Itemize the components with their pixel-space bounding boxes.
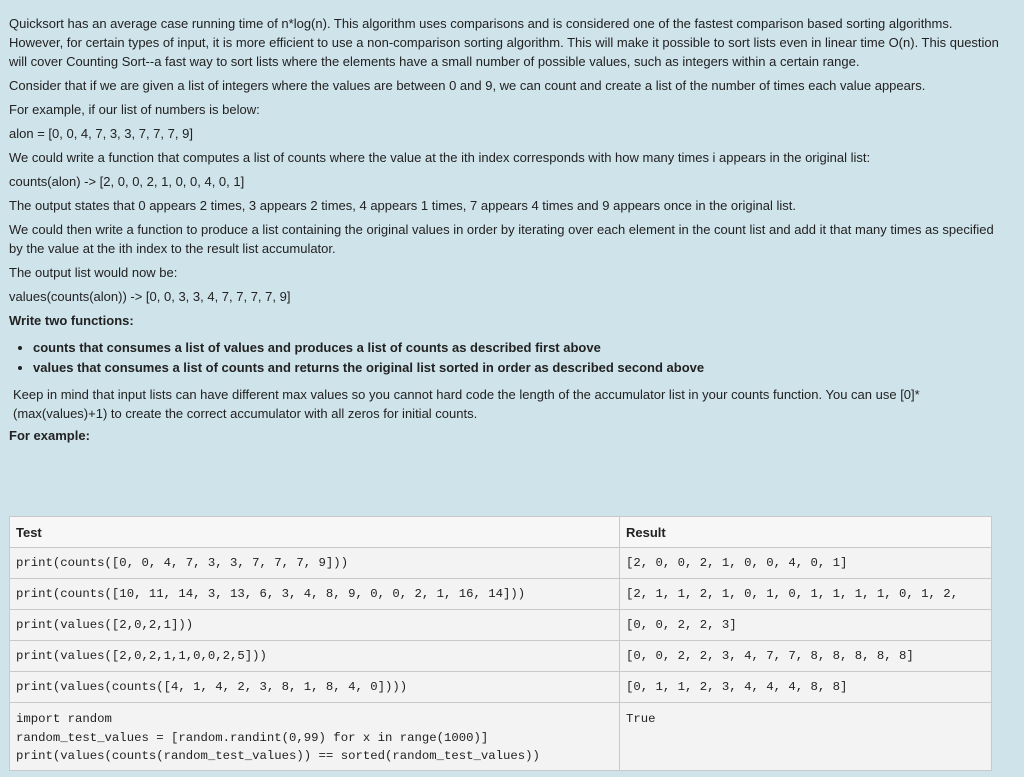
- result-cell: [0, 0, 2, 2, 3, 4, 7, 7, 8, 8, 8, 8, 8]: [620, 641, 992, 672]
- result-cell: [2, 1, 1, 2, 1, 0, 1, 0, 1, 1, 1, 1, 0, 1, 2,: [620, 579, 992, 610]
- result-cell: [2, 0, 0, 2, 1, 0, 0, 4, 0, 1]: [620, 548, 992, 579]
- table-row: [10, 579, 992, 610]
- test-cell: print(counts([10, 11, 14, 3, 13, 6, 3, 4, 8, 9, 0, 0, 2, 1, 16, 14])): [10, 579, 620, 610]
- counts-example: counts(alon) -> [2, 0, 0, 2, 1, 0, 0, 4, 0, 1]: [9, 174, 245, 189]
- test-cell: print(values(counts([4, 1, 4, 2, 3, 8, 1, 8, 4, 0]))): [10, 672, 620, 703]
- test-cell: print(values([2,0,2,1])): [10, 610, 620, 641]
- consider-paragraph: Consider that if we are given a list of integers where the values are between 0 and 9, we can count and create a list of the number of times each value appears.: [9, 78, 926, 93]
- table-row: [10, 610, 992, 641]
- task-item-counts: • counts that consumes a list of values and produces a list of counts as described first above: [33, 338, 1010, 358]
- test-cell: print(counts([0, 0, 4, 7, 3, 3, 7, 7, 7, 9])): [10, 548, 620, 579]
- values-example: values(counts(alon)) -> [0, 0, 3, 3, 4, 7, 7, 7, 7, 9]: [9, 289, 291, 304]
- example-intro: For example, if our list of numbers is below:: [9, 102, 260, 117]
- table-header-row: [10, 517, 992, 548]
- task-item-values: • values that consumes a list of counts and returns the original list sorted in order as described second above: [33, 358, 1010, 378]
- table-row: [10, 641, 992, 672]
- table-row: [10, 672, 992, 703]
- output-list-label: The output list would now be:: [9, 265, 178, 280]
- test-column-header: Test: [10, 517, 620, 548]
- result-cell: [0, 0, 2, 2, 3]: [620, 610, 992, 641]
- test-cell: print(values([2,0,2,1,1,0,0,2,5])): [10, 641, 620, 672]
- table-row: [10, 548, 992, 579]
- result-cell: [0, 1, 1, 2, 3, 4, 4, 4, 8, 8]: [620, 672, 992, 703]
- result-cell: True: [620, 703, 992, 771]
- output-explanation: The output states that 0 appears 2 times, 3 appears 2 times, 4 appears 1 times, 7 appears 4 times and 9 appears once in the original list.: [9, 198, 796, 213]
- intro-paragraph: Quicksort has an average case running time of n*log(n). This algorithm uses comparisons and is considered one of the fastest comparison based sorting algorithms. However, for certain types of input, it is more efficient to use a non-comparison sorting algorithm. This will make it possible to sort lists even in linear time O(n). This question will cover Counting Sort--a fast way to sort lists where the elements have a small number of possible values, such as integers within a certain range.: [9, 16, 999, 69]
- values-description: We could then write a function to produce a list containing the original values in order by iterating over each element in the count list and add it that many times as specified by the value at the ith index to the result list accumulator.: [9, 222, 994, 256]
- alon-definition: alon = [0, 0, 4, 7, 3, 3, 7, 7, 7, 9]: [9, 126, 193, 141]
- task-list: [9, 338, 1010, 378]
- table-row: [10, 703, 992, 771]
- counts-description: We could write a function that computes a list of counts where the value at the ith index corresponds with how many times i appears in the original list:: [9, 150, 871, 165]
- for-example-label: For example:: [9, 428, 90, 443]
- test-cell: import random random_test_values = [random.randint(0,99) for x in range(1000)] print(values(counts(random_test_values)) == sorted(random_test_values)): [10, 703, 620, 771]
- test-cases-table: [9, 516, 992, 771]
- accumulator-note: Keep in mind that input lists can have different max values so you cannot hard code the length of the accumulator list in your counts function. You can use [0]*(max(values)+1) to create the correct accumulator with all zeros for initial counts.: [13, 387, 920, 421]
- result-column-header: Result: [620, 517, 992, 548]
- write-two-functions-heading: Write two functions:: [9, 313, 134, 328]
